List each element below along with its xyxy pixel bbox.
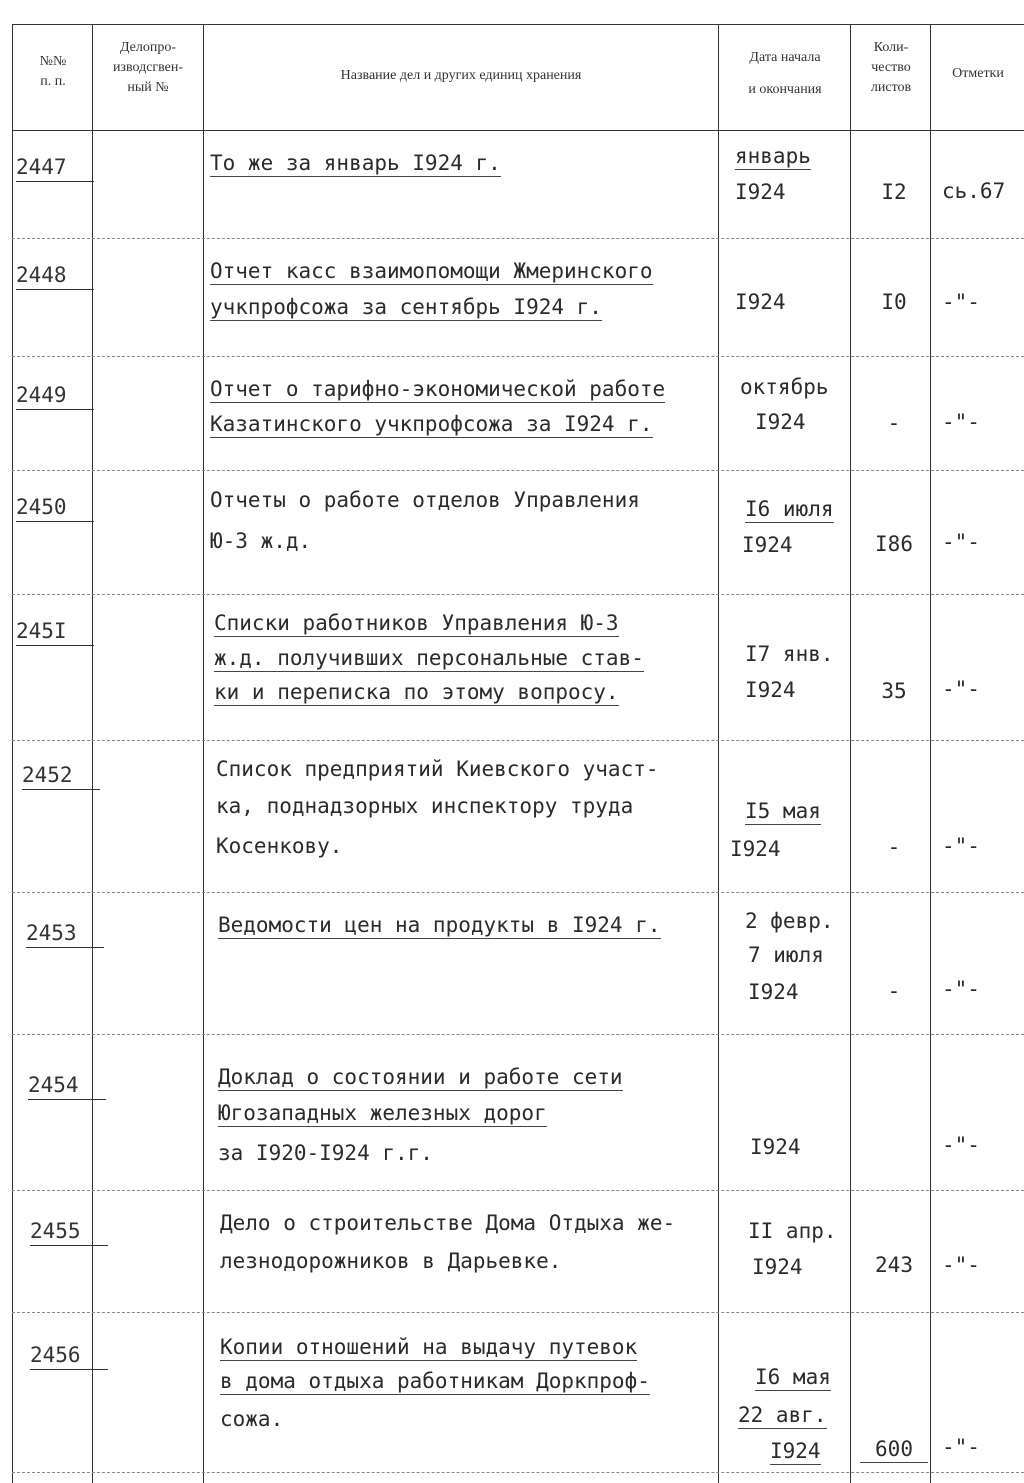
- column-rule-count: [850, 24, 851, 1483]
- row-number: 2452: [22, 762, 100, 790]
- item-date-line: II апр.: [748, 1219, 837, 1243]
- item-notes: сь.67: [942, 179, 1006, 203]
- item-date-line: I5 мая: [745, 799, 821, 823]
- item-notes: -"-: [942, 977, 980, 1001]
- item-title-line: Ведомости цен на продукты в I924 г.: [218, 913, 661, 937]
- item-sheet-count: -: [887, 411, 901, 435]
- item-title-line: ж.д. получивших персональные став-: [214, 646, 644, 670]
- row-separator: [12, 356, 1024, 357]
- item-sheet-count: I86: [875, 532, 913, 556]
- item-sheet-count: -: [887, 979, 901, 1003]
- row-number: 2449: [16, 382, 94, 410]
- item-notes: -"-: [942, 677, 980, 701]
- item-title-line: Отчеты о работе отделов Управления: [210, 488, 640, 512]
- row-number: 2447: [16, 154, 94, 182]
- row-separator: [12, 470, 1024, 471]
- item-date-line: январь: [735, 144, 811, 168]
- item-date-line: I924: [742, 533, 793, 557]
- item-date-line: I924: [750, 1135, 801, 1159]
- item-date-line: 2 февр.: [745, 909, 834, 933]
- item-date-line: I924: [755, 410, 806, 434]
- row-separator: [12, 1472, 1024, 1473]
- column-rule-title: [203, 24, 204, 1483]
- row-separator: [12, 740, 1024, 741]
- header-dates: Дата начала и окончания: [748, 50, 822, 97]
- header-count: Коли- чество листов: [870, 40, 912, 95]
- item-title-line: учкпрофсожа за сентябрь I924 г.: [210, 295, 602, 319]
- item-notes: -"-: [942, 1133, 980, 1157]
- item-title-line: за I920-I924 г.г.: [218, 1141, 433, 1165]
- item-title-line: То же за январь I924 г.: [210, 151, 501, 175]
- item-notes: -"-: [942, 290, 980, 314]
- header-title: Название дел и других единиц хранения: [340, 68, 582, 83]
- row-separator: [12, 238, 1024, 239]
- row-number: 2456: [30, 1342, 108, 1370]
- row-separator: [12, 892, 1024, 893]
- item-date-line: I7 янв.: [745, 642, 834, 666]
- item-date-line: I924: [752, 1255, 803, 1279]
- row-separator: [12, 1034, 1024, 1035]
- item-date-line: I924: [735, 180, 786, 204]
- item-date-line: I924: [735, 290, 786, 314]
- item-notes: -"-: [942, 530, 980, 554]
- item-date-line: I924: [770, 1439, 821, 1463]
- item-date-line: I6 мая: [755, 1365, 831, 1389]
- item-date-line: I924: [730, 837, 781, 861]
- item-sheet-count: I2: [881, 180, 907, 204]
- item-title-line: Дело о строительстве Дома Отдыха же-: [220, 1211, 676, 1235]
- item-title-line: сожа.: [220, 1407, 284, 1431]
- row-number: 2453: [26, 920, 104, 948]
- row-number: 2454: [28, 1072, 106, 1100]
- row-number: 2455: [30, 1218, 108, 1246]
- item-title-line: в дома отдыха работникам Доркпроф-: [220, 1369, 650, 1393]
- column-rule-num: [12, 24, 13, 1483]
- row-separator: [12, 1190, 1024, 1191]
- item-title-line: Казатинского учкпрофсожа за I924 г.: [210, 412, 653, 436]
- item-notes: -"-: [942, 1435, 980, 1459]
- header-num: №№ п. п.: [39, 54, 67, 89]
- column-rule-office: [92, 24, 93, 1483]
- item-title-line: лезнодорожников в Дарьевке.: [220, 1249, 562, 1273]
- item-date-line: I924: [745, 678, 796, 702]
- item-title-line: Копии отношений на выдачу путевок: [220, 1335, 638, 1359]
- item-notes: -"-: [942, 1253, 980, 1277]
- item-notes: -"-: [942, 834, 980, 858]
- item-title-line: Список предприятий Киевского участ-: [216, 757, 659, 781]
- item-date-line: 7 июля: [748, 943, 824, 967]
- column-rule-notes: [930, 24, 931, 1483]
- row-separator: [12, 594, 1024, 595]
- header-notes: Отметки: [952, 66, 1004, 81]
- item-title-line: Ю-З ж.д.: [210, 529, 312, 553]
- item-sheet-count: -: [887, 835, 901, 859]
- item-title-line: Косенкову.: [216, 834, 343, 858]
- header-office: Делопро- изводсгвен- ный №: [112, 40, 184, 95]
- item-title-line: Списки работников Управления Ю-З: [214, 611, 619, 635]
- item-title-line: Отчет касс взаимопомощи Жмеринского: [210, 259, 653, 283]
- item-date-line: октябрь: [740, 375, 829, 399]
- row-number: 245I: [16, 618, 94, 646]
- item-title-line: ка, поднадзорных инспектору труда: [216, 794, 634, 818]
- row-number: 2450: [16, 494, 94, 522]
- item-date-line: 22 авг.: [738, 1403, 827, 1427]
- item-sheet-count: 243: [875, 1253, 913, 1277]
- column-rule-dates: [718, 24, 719, 1483]
- item-sheet-count: 35: [881, 679, 907, 703]
- item-notes: -"-: [942, 410, 980, 434]
- item-sheet-count: I0: [881, 290, 907, 314]
- item-date-line: I6 июля: [745, 497, 834, 521]
- item-title-line: Югозападных железных дорог: [218, 1101, 547, 1125]
- item-sheet-count: 600: [860, 1436, 928, 1463]
- item-title-line: ки и переписка по этому вопросу.: [214, 680, 619, 704]
- header-top-rule: [12, 24, 1024, 25]
- row-number: 2448: [16, 262, 94, 290]
- item-title-line: Доклад о состоянии и работе сети: [218, 1065, 623, 1089]
- item-title-line: Отчет о тарифно-экономической работе: [210, 377, 666, 401]
- row-separator: [12, 1312, 1024, 1313]
- header-bottom-rule: [12, 130, 1024, 131]
- item-date-line: I924: [748, 980, 799, 1004]
